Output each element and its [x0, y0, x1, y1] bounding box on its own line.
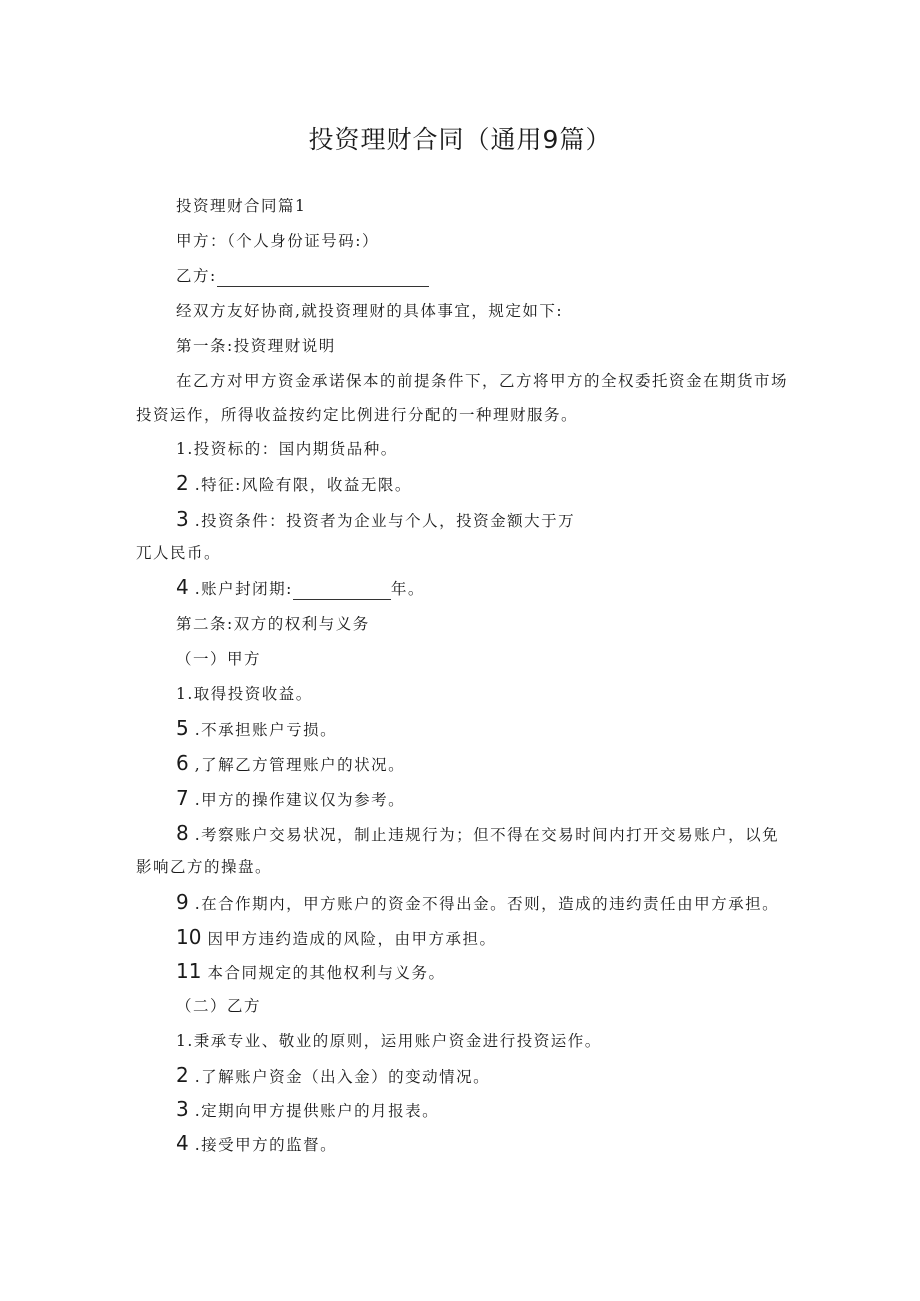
list-item: 4 .账户封闭期: 年。 — [176, 575, 425, 599]
list-item: 2 .了解账户资金（出入金）的变动情况。 — [176, 1063, 491, 1087]
article-1-title: 第一条:投资理财说明 — [176, 337, 336, 355]
list-item: 10 因甲方违约造成的风险，由甲方承担。 — [176, 925, 497, 949]
document-title: 投资理财合同（通用9篇） — [308, 125, 612, 154]
list-item: 8 .考察账户交易状况，制止违规行为；但不得在交易时间内打开交易账户，以免 — [176, 821, 780, 845]
subsection-party-a: （一）甲方 — [176, 650, 262, 668]
list-item: 5 .不承担账户亏损。 — [176, 716, 338, 740]
party-b-line: 乙方: — [176, 265, 429, 287]
list-item: 1.取得投资收益。 — [176, 685, 313, 703]
party-b-blank — [217, 270, 429, 287]
list-item: 7 .甲方的操作建议仅为参考。 — [176, 786, 406, 810]
list-item: 1.秉承专业、敬业的原则，运用账户资金进行投资运作。 — [176, 1032, 602, 1050]
list-item: 2 .特征:风险有限，收益无限。 — [176, 471, 412, 495]
article-2-title: 第二条:双方的权利与义务 — [176, 615, 370, 633]
section-heading: 投资理财合同篇1 — [176, 197, 307, 215]
party-a-line: 甲方：（个人身份证号码:） — [176, 232, 379, 250]
subsection-party-b: （二）乙方 — [176, 997, 262, 1015]
article-1-paragraph-cont: 投资运作，所得收益按约定比例进行分配的一种理财服务。 — [136, 406, 579, 424]
list-item: 1.投资标的：国内期货品种。 — [176, 440, 398, 458]
period-blank — [293, 583, 391, 600]
article-1-paragraph: 在乙方对甲方资金承诺保本的前提条件下，乙方将甲方的全权委托资金在期货市场 — [176, 372, 789, 390]
list-item: 3 .定期向甲方提供账户的月报表。 — [176, 1097, 440, 1121]
list-item: 9 .在合作期内，甲方账户的资金不得出金。否则，造成的违约责任由甲方承担。 — [176, 890, 780, 914]
list-item: 3 .投资条件：投资者为企业与个人，投资金额大于万 — [176, 507, 576, 531]
list-item: 6 ,了解乙方管理账户的状况。 — [176, 751, 406, 775]
intro-paragraph: 经双方友好协商,就投资理财的具体事宜，规定如下: — [176, 302, 564, 320]
list-item: 4 .接受甲方的监督。 — [176, 1131, 338, 1155]
list-item-cont: 兀人民币。 — [136, 544, 222, 562]
list-item-cont: 影响乙方的操盘。 — [136, 858, 273, 876]
list-item: 11 本合同规定的其他权利与义务。 — [176, 959, 446, 983]
